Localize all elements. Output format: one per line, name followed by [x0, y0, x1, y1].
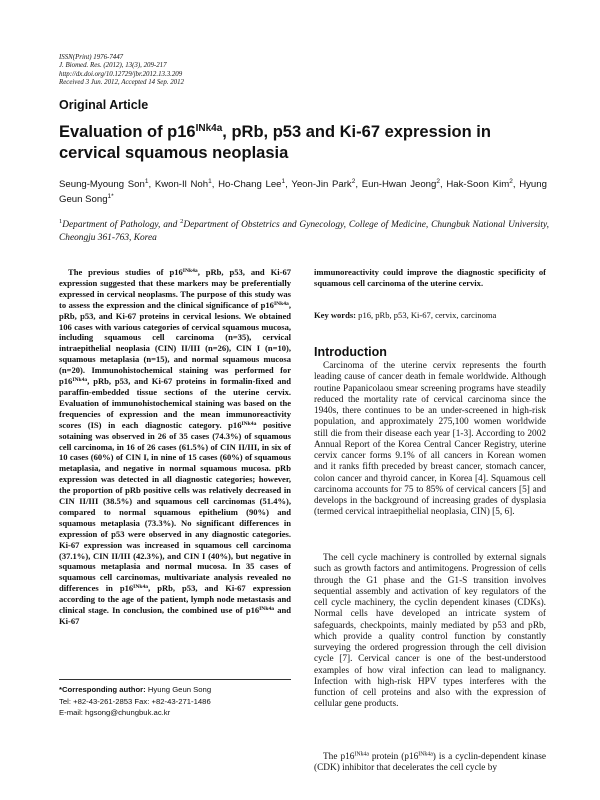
author-name: Eun-Hwan Jeong [361, 179, 437, 190]
email-link[interactable]: E-mail: hgsong@chungbuk.ac.kr [59, 708, 171, 717]
superscript: INk4a [241, 420, 257, 427]
intro-paragraph [314, 553, 546, 711]
tel-fax: Tel: +82-43-261-2853 Fax: +82-43-271-1486 [59, 696, 211, 706]
corresponding-label: *Corresponding author: [59, 685, 146, 694]
intro-paragraph [314, 361, 546, 519]
title-part2: , pRb, p53 and Ki-67 expression in cervical squamous neoplasia [59, 123, 491, 162]
author-affiliation: 2 [436, 178, 440, 185]
paragraph-text: Carcinoma of the uterine cervix represents the fourth leading cause of cancer death in female worldwide. Although routine Papanicolaou smear screening programs have steadily reduced the mortality rate of cervical carcinoma since the 1940s, there continues to be an under-screened in high-risk population, and approximately 275,100 women worldwide still die from their disease each year [1-3]. According to 2002 Annual Report of the Korea Central Cancer Registry, uterine cervix cancer forms 9.1% of all cancers in Korean women and it ranks fifth preceded by breast cancer, stomach cancer, colon cancer and thyroid cancer, in Korea [4]. Squamous cell carcinoma accounts for 75 to 85% of cervical cancers [5] and develops in the background of increasing grades of dysplasia (termed cervical intraepithelial neoplasia, CIN) [5, 6]. [314, 361, 546, 518]
paragraph-text: The p16 [323, 752, 355, 762]
author-affiliation: 1 [281, 178, 286, 185]
keywords-label: Key words: [314, 310, 357, 320]
paragraph-text: ) is a cyclin-dependent kinase (CDK) inhibitor that decelerates the cell cycle by [314, 752, 546, 774]
issn: ISSN(Print) 1976-7447 [59, 54, 124, 61]
affiliation-marker: 2 [180, 218, 184, 225]
affiliation-marker: 1 [59, 218, 63, 225]
superscript: INk4a [182, 268, 198, 274]
corresponding-author-block [59, 684, 299, 719]
journal-header [59, 54, 184, 88]
paragraph-text: The cell cycle machinery is controlled by external signals such as growth factors and antimitogens. Progression of cells through the G1 phase and the G1-S transition involves sequential assembly and activation of key regulators of the cell cycle machinery, the cyclin dependent kinases (CDKs). Normal cells have developed an intricate system of safeguards, checkpoints, mainly mediated by p53 and pRb, which provide a quality control function by constantly surveying the ordered progression through the cell division cycle [7]. Cervical cancer is one of the best-understood examples of how viral infection can lead to malignancy. Infection with high-risk HPV types interferes with the function of cell proteins and also with the expression of cellular gene products. [314, 553, 546, 710]
author-name: Hak-Soon Kim [446, 179, 510, 190]
abstract-continued: immunoreactivity could improve the diagnostic specificity of squamous cell carcinoma of the uterine cervix. [314, 267, 546, 288]
abstract-text: and Ki-67 [59, 605, 291, 626]
abstract-text: The previous studies of p16 [68, 267, 183, 277]
superscript: INk4a [133, 584, 149, 591]
citation: J. Biomed. Res. (2012), 13(3), 209-217 [59, 62, 167, 70]
title-superscript: INk4a [195, 123, 223, 134]
affiliations [59, 219, 549, 244]
author-name: Kwon-Il Noh [154, 179, 209, 190]
abstract-text: , pRb, p53, and Ki-67 proteins in formalin-fixed and paraffin-embedded tissue sections of the uterine cervix. Evaluation of immunohistochemical staining was based on the frequencies of expression and the mean immunoreactivity scores (IS) in each diagnostic category. p16 [59, 376, 291, 430]
affiliation-text: Department of Obstetrics and Gynecology, College of Medicine, Chungbuk National University, Cheongju 361-763, Korea [59, 220, 549, 243]
superscript: INk4a [72, 377, 88, 384]
section-heading-introduction: Introduction [314, 345, 387, 359]
superscript: INk4a [418, 751, 433, 758]
author-affiliation: 2 [351, 178, 356, 185]
article-type: Original Article [59, 98, 149, 112]
corresponding-name: Hyung Geun Song [145, 685, 212, 694]
title-part1: Evaluation of p16 [59, 123, 196, 141]
keywords-value: p16, pRb, p53, Ki-67, cervix, carcinoma [356, 310, 497, 320]
superscript: INk4a [273, 300, 289, 307]
author-affiliation: 1* [107, 193, 114, 200]
paragraph-text: protein (p16 [368, 752, 419, 762]
received-accepted-dates: Received 3 Jun. 2012, Accepted 14 Sep. 2012 [59, 79, 185, 87]
abstract-text: , pRb, p53, and Ki-67 proteins in cervical lesions. We obtained 106 cases with various categories of cervical squamous mucosa, including squamous cell carcinoma (n=35), cervical intraepithelial neoplasia (CIN) II/III (n=26), CIN I (n=10), squamous metaplasia (n=15), and normal squamous mucosa (n=20). Immunohistochemical staining was performed for p16 [59, 299, 291, 387]
intro-paragraph [314, 752, 546, 775]
abstract-text: , pRb, p53, and Ki-67 expression suggested that these markers may be preferentially expressed in cervical neoplasms. The purpose of this study was to assess the expression and the clinical significance of p16 [59, 267, 291, 310]
abstract-text: positive sotaining was observed in 26 of 35 cases (74.3%) of squamous cell carcinoma, in 16 of 26 cases (61.5%) of CIN II/III, in six of 10 cases (60%) of CIN I, in nine of 15 cases (60%) of squamous metaplasia, and negative in normal squamous mucosa. pRb expression was detected in all diagnostic categories; however, the proportion of pRb positive cells was relatively decreased in CIN II/III (38.5%) and squamous cell carcinomas (51.4%), compared to normal squamous epithelium (90%) and squamous metaplasia (73.3%). No significant differences in expression of p53 were observed in any diagnostic categories. Ki-67 expression was increased in squamous cell carcinoma (37.1%), CIN II/III (42.3%), and CIN I (40%), but negative in squamous metaplasia and normal mucosa. In 35 cases of squamous cell carcinomas, multivariate analysis revealed no differences in p16 [59, 419, 291, 594]
article-title [59, 122, 549, 164]
author-name: Seung-Myoung Son [59, 179, 145, 190]
affiliation-text: Department of Pathology, and [62, 220, 181, 230]
author-name: Ho-Chang Lee [218, 179, 282, 190]
doi-link[interactable]: http://dx.doi.org/10.12729/jbr.2012.13.3.209 [59, 70, 183, 78]
abstract-text: , pRb, p53, and Ki-67 expression according to the age of the patient, lymph node metastasis and clinical stage. In conclusion, the combined use of p16 [59, 583, 291, 616]
author-name: Yeon-Jin Park [291, 179, 352, 190]
author-affiliation: 1 [208, 178, 212, 185]
author-list: Seung-Myoung Son$^1$, Kwon-Il Noh$^1$, Ho-Chang Lee$^1$, Yeon-Jin Park$^2$, Eun-Hwan Jeong$^2$, Hak-Soon Kim$^2$, Hyung Geun Song$^{1*}$ [59, 178, 547, 205]
superscript: INk4a [259, 606, 275, 613]
keywords [314, 310, 546, 321]
author-name: Hyung Geun Song [59, 179, 547, 205]
author-affiliation: 1 [144, 178, 149, 185]
author-affiliation: 2 [509, 178, 513, 185]
footnote-divider [59, 679, 291, 680]
abstract [59, 267, 291, 627]
superscript: INk4a [354, 751, 369, 758]
